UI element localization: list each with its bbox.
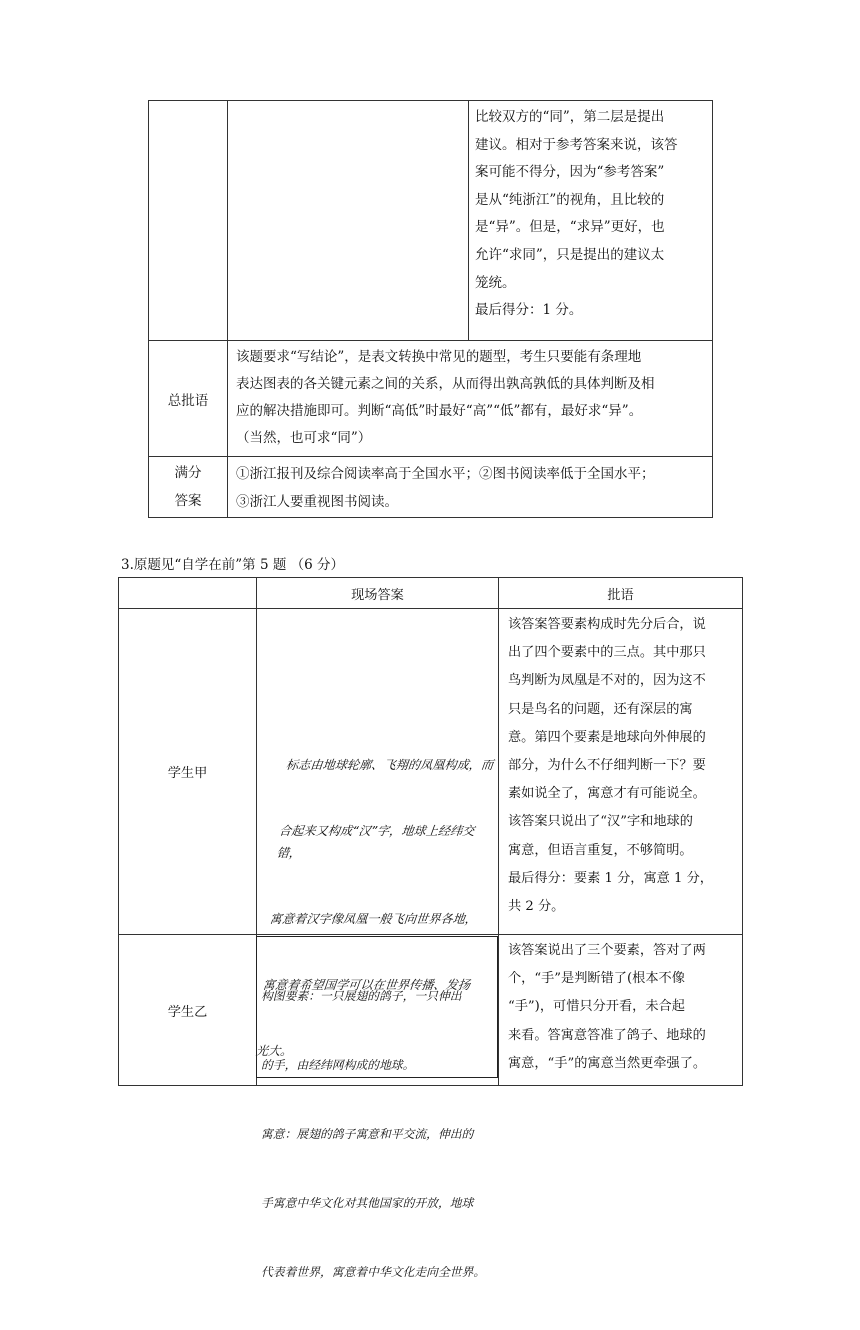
comment-line: 寓意，但语言重复，不够简明。 (508, 842, 693, 858)
student-a-label: 学生甲 (119, 609, 257, 935)
table-reading-rate-comments (148, 100, 713, 518)
handwriting-line: 代表着世界，寓意着中华文化走向全世界。 (261, 1265, 486, 1279)
comment-line: 个，“手”是判断错了(根本不像 (508, 971, 685, 987)
full-answer-text (228, 457, 713, 518)
summary-line: 应的解决措施即可。判断“高低”时最好“高”“低”都有，最好求“异”。 (236, 403, 643, 419)
header-comment: 批语 (499, 578, 743, 609)
comment-line: 出了四个要素中的三点。其中那只 (508, 645, 706, 661)
comment-line: 允许“求同”，只是提出的建议太 (475, 246, 665, 263)
comment-line: 该答案答要素构成时先分后合，说 (508, 617, 706, 632)
summary-line: 表达图表的各关键元素之间的关系，从而得出孰高孰低的具体判断及相 (236, 376, 655, 392)
handwriting-line: 手寓意中华文化对其他国家的开放，地球 (261, 1196, 474, 1210)
comment-line: 部分，为什么不仔细判断一下？要 (508, 758, 706, 774)
comment-line: 意。第四个要素是地球向外伸展的 (508, 729, 706, 745)
header-empty (119, 578, 257, 609)
header-answer: 现场答案 (257, 578, 499, 609)
full-answer-label-line: 答案 (174, 493, 202, 509)
comment-line: 最后得分：要素 1 分，寓意 1 分， (508, 870, 713, 886)
handwriting-line: 寓意着希望国学可以在世界传播、发扬 (262, 978, 471, 992)
table-row-continued (149, 101, 713, 341)
student-b-comment (499, 935, 743, 1086)
comment-line: 是从“纯浙江”的视角，且比较的 (475, 191, 665, 208)
comment-line: 鸟判断为凤凰是不对的，因为这不 (508, 673, 706, 689)
handwriting-line: 合起来又构成“汉”字，地球上经纬交错， (276, 824, 476, 860)
summary-line: （当然，也可求“同”） (236, 430, 372, 446)
comment-line: 最后得分：1 分。 (475, 302, 583, 319)
table-row-full-answer (149, 457, 713, 518)
full-answer-label-line: 满分 (174, 465, 202, 481)
student-a-comment (499, 609, 743, 935)
comment-line: 该答案说出了三个要素，答对了两 (508, 943, 706, 958)
comment-line: 建议。相对于参考答案来说，该答 (475, 136, 678, 153)
empty-cell-answer (228, 101, 469, 341)
full-answer-label (149, 457, 228, 518)
full-answer-line: ①浙江报刊及综合阅读率高于全国水平；②图书阅读率低于全国水平； (236, 466, 655, 482)
comment-line: 案可能不得分，因为“参考答案” (475, 164, 665, 181)
full-answer-line: ③浙江人要重视图书阅读。 (236, 494, 398, 510)
section-3-caption: 3.原题见“自学在前”第 5 题 （6 分） (121, 557, 345, 573)
summary-text (228, 341, 713, 457)
empty-cell-student (149, 101, 228, 341)
table-row-summary (149, 341, 713, 457)
comment-line: 共 2 分。 (508, 899, 565, 915)
handwriting-line: 构图要素：一只展翅的鸽子，一只伸出 (261, 989, 462, 1003)
handwriting-line: 光大。 (255, 1044, 294, 1058)
handwriting-line: 标志由地球轮廓、飞翔的凤凰构成，而 (285, 758, 494, 772)
table-header-row (119, 578, 743, 609)
handwriting-line: 寓意着汉字像凤凰一般飞向世界各地， (269, 912, 478, 926)
comment-line: 素如说全了，寓意才有可能说全。 (508, 786, 706, 802)
comment-line: 来看。答寓意答准了鸽子、地球的 (508, 1027, 706, 1043)
comment-line: 是“异”。但是，“求异”更好，也 (475, 219, 665, 236)
comment-line: “手”)，可惜只分开看，未合起 (508, 999, 685, 1015)
comment-line: 寓意，“手”的寓意当然更牵强了。 (508, 1055, 707, 1071)
comment-line: 只是鸟名的问题，还有深层的寓 (508, 701, 693, 717)
comment-line: 该答案只说出了“汉”字和地球的 (508, 814, 693, 830)
handwriting-line: 的手，由经纬网构成的地球。 (261, 1058, 415, 1072)
comment-line: 比较双方的“同”，第二层是提出 (475, 109, 665, 125)
comment-line: 笼统。 (475, 274, 516, 291)
handwriting-line: 寓意：展翅的鸽子寓意和平交流，伸出的 (261, 1127, 474, 1141)
student-b-label: 学生乙 (119, 935, 257, 1086)
student-b-handwriting-image (256, 936, 498, 1279)
summary-line: 该题要求“写结论”，是表文转换中常见的题型，考生只要能有条理地 (236, 349, 642, 365)
summary-label: 总批语 (149, 341, 228, 457)
comment-cell (469, 101, 713, 341)
